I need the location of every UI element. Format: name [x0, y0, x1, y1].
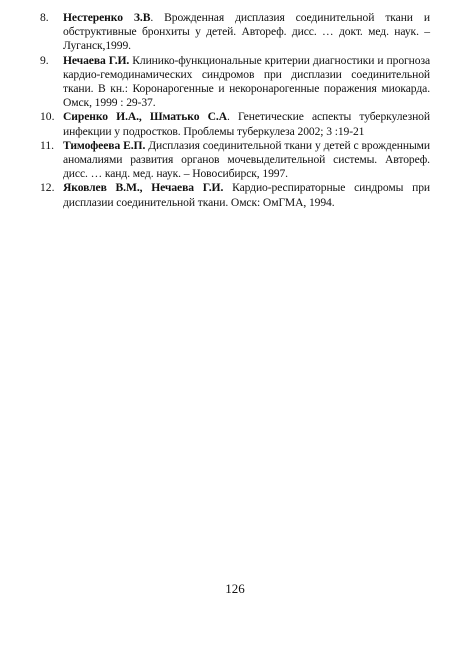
reference-text: . Генетические аспекты туберкулезной инфекции у подростков. Проблемы туберкулеза 2002; 3 :19-21 — [63, 110, 430, 138]
reference-body — [63, 54, 430, 111]
reference-item-12 — [40, 181, 430, 209]
reference-authors: Нечаева Г.И. — [63, 53, 130, 67]
reference-authors: Сиренко И.А., Шматько С.А — [63, 110, 227, 124]
reference-text: . Врожденная дисплазия соединительной ткани и обструктивные бронхиты у детей. Автореф. дисс. … докт. мед. наук. – Луганск,1999. — [63, 11, 430, 53]
reference-body — [63, 11, 430, 54]
reference-text: Дисплазия соединительной ткани у детей с врожденными аномалиями развития органов мочевыделительной системы. Автореф. дисс. … канд. мед. наук. – Новосибирск, 1997. — [63, 138, 430, 181]
reference-body — [63, 181, 430, 209]
reference-number: 10. — [40, 110, 55, 124]
reference-text: Кардио-респираторные синдромы при дисплазии соединительной ткани. Омск: ОмГМА, 1994. — [63, 181, 430, 209]
reference-item-10 — [40, 110, 430, 138]
reference-list — [40, 11, 430, 210]
reference-number: 8. — [40, 11, 49, 24]
reference-authors: Нестеренко З.В — [63, 11, 151, 24]
reference-item-8 — [40, 11, 430, 54]
reference-text: Клинико-функциональные критерии диагностики и прогноза кардио-гемодинамических синдромов при дисплазии соединительной ткани. В кн.: Коронарогенные и некоронарогенные поражения миокарда. Омск, 1999 : 29-37. — [63, 53, 431, 110]
reference-authors: Тимофеева Е.П. — [63, 138, 146, 152]
reference-number: 9. — [40, 53, 49, 67]
reference-item-9 — [40, 54, 430, 111]
reference-authors: Яковлев В.М., Нечаева Г.И. — [63, 181, 224, 195]
reference-body — [63, 110, 430, 138]
reference-item-11 — [40, 139, 430, 182]
page-number: 126 — [225, 581, 245, 596]
reference-number: 12. — [40, 181, 55, 195]
reference-body — [63, 139, 430, 182]
reference-number: 11. — [40, 138, 55, 152]
